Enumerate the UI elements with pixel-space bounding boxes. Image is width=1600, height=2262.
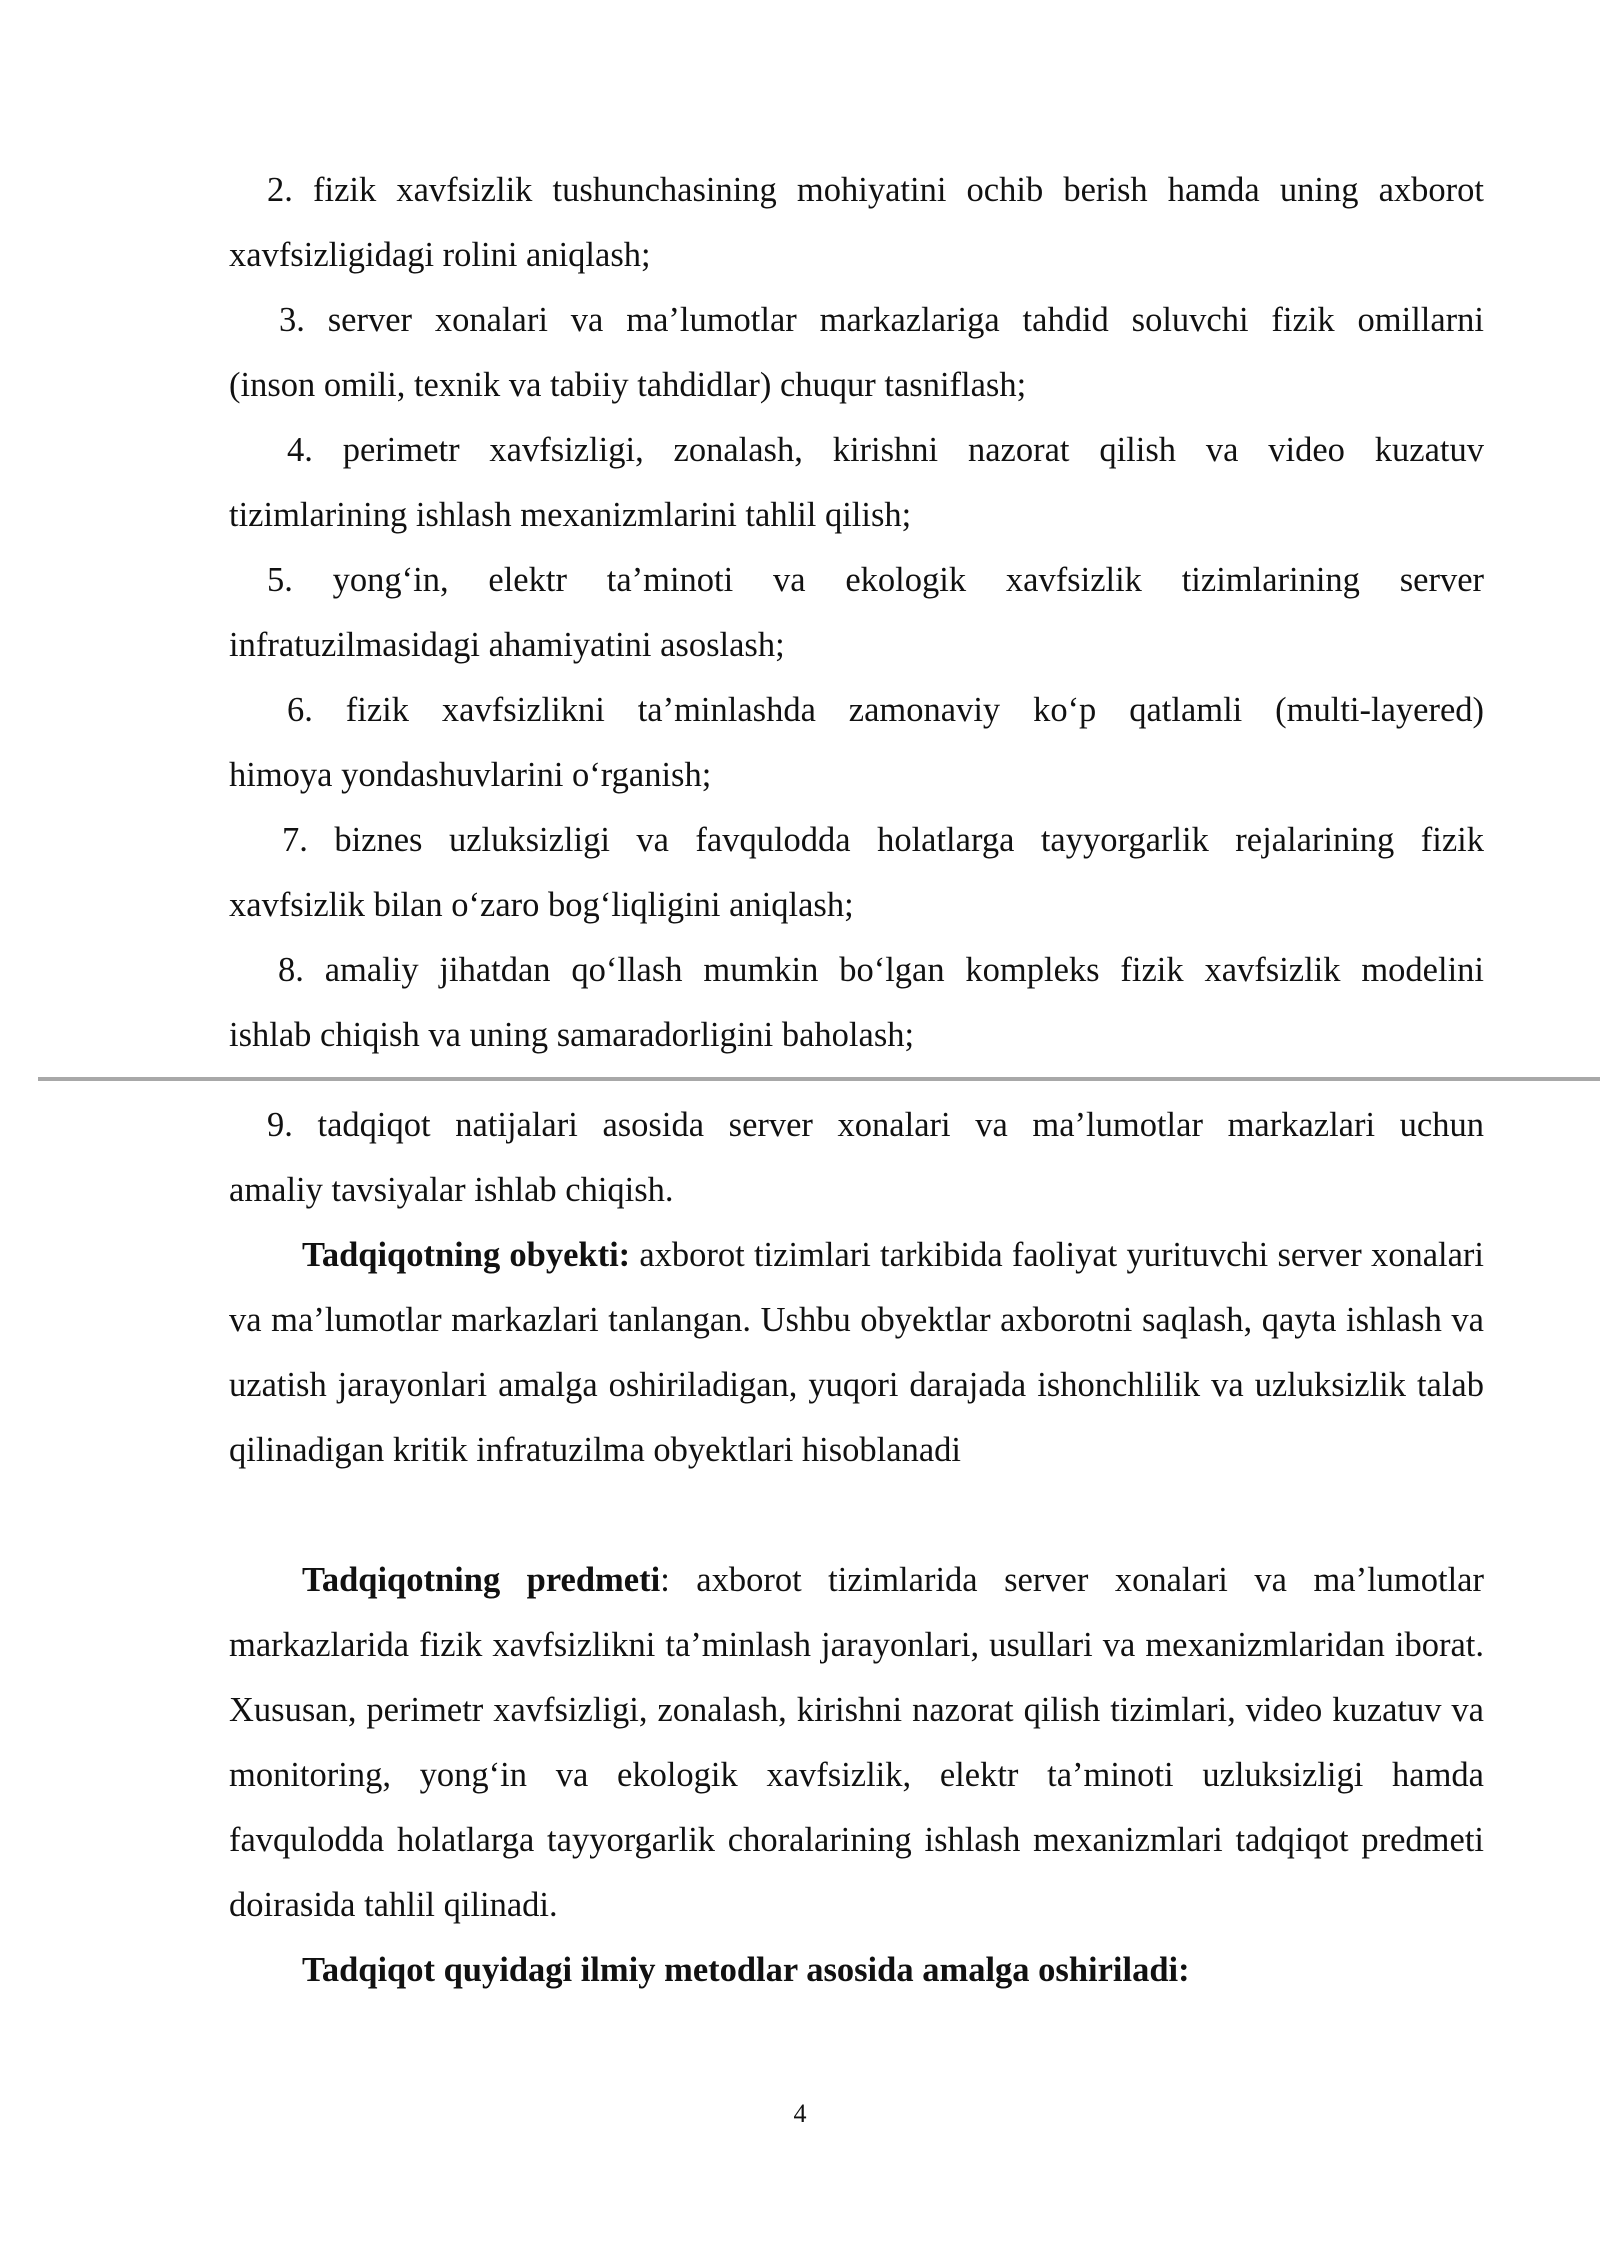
list-item-5	[229, 548, 1484, 678]
research-object-paragraph	[229, 1223, 1484, 1483]
list-item-first-line: 3. server xonalari va ma’lumotlar markazlariga tahdid soluvchi fizik omillarni	[279, 301, 1484, 339]
research-subject-paragraph	[229, 1548, 1484, 1938]
list-item-2	[229, 158, 1484, 288]
list-item-continuation: xavfsizligidagi rolini aniqlash;	[229, 236, 651, 274]
list-item-6	[229, 678, 1484, 808]
research-object-text: axborot tizimlari tarkibida faoliyat yurituvchi server xonalari va ma’lumotlar markazlari tanlangan. Ushbu obyektlar axborotni saqlash, qayta ishlash va uzatish jarayonlari amalga oshiriladigan, yuqori darajada ishonchlilik va uzluksizlik talab qilinadigan kritik infratuzilma obyektlari hisoblanadi	[229, 1236, 1484, 1469]
list-item-first-line: 2. fizik xavfsizlik tushunchasining mohiyatini ochib berish hamda uning axborot	[267, 171, 1484, 209]
research-subject-text: : axborot tizimlarida server xonalari va ma’lumotlar markazlarida fizik xavfsizlikni ta’minlash jarayonlari, usullari va mexanizmlaridan iborat. Xususan, perimetr xavfsizligi, zonalash, kirishni nazorat qilish tizimlari, video kuzatuv va monitoring, yong‘in va ekologik xavfsizlik, elektr ta’minoti uzluksizligi hamda favqulodda holatlarga tayyorgarlik choralarining ishlash mexanizmlari tadqiqot predmeti doirasida tahlil qilinadi.	[229, 1561, 1484, 1924]
list-item-7	[229, 808, 1484, 938]
list-item-first-line: 6. fizik xavfsizlikni ta’minlashda zamonaviy ko‘p qatlamli (multi-layered)	[287, 691, 1484, 729]
list-item-first-line: 4. perimetr xavfsizligi, zonalash, kirishni nazorat qilish va video kuzatuv	[287, 431, 1484, 469]
list-item-first-line: 7. biznes uzluksizligi va favqulodda holatlarga tayyorgarlik rejalarining fizik	[282, 821, 1484, 859]
list-item-9	[229, 1093, 1484, 1223]
list-item-3	[229, 288, 1484, 418]
list-item-continuation: tizimlarining ishlash mexanizmlarini tahlil qilish;	[229, 496, 912, 534]
research-subject-heading: Tadqiqotning predmeti	[302, 1561, 661, 1599]
research-object-heading: Tadqiqotning obyekti:	[302, 1236, 631, 1274]
list-item-first-line: 9. tadqiqot natijalari asosida server xonalari va ma’lumotlar markazlari uchun	[267, 1106, 1484, 1144]
list-item-continuation: xavfsizlik bilan o‘zaro bog‘liqligini aniqlash;	[229, 886, 854, 924]
page-number: 4	[793, 2099, 807, 2128]
list-item-continuation: amaliy tavsiyalar ishlab chiqish.	[229, 1171, 674, 1209]
methods-heading: Tadqiqot quyidagi ilmiy metodlar asosida amalga oshiriladi:	[302, 1951, 1190, 1989]
list-item-4	[229, 418, 1484, 548]
list-item-continuation: infratuzilmasidagi ahamiyatini asoslash;	[229, 626, 785, 664]
list-item-continuation: himoya yondashuvlarini o‘rganish;	[229, 756, 712, 794]
list-item-continuation: (inson omili, texnik va tabiiy tahdidlar) chuqur tasniflash;	[229, 366, 1027, 404]
list-item-8	[229, 938, 1484, 1068]
list-item-continuation: ishlab chiqish va uning samaradorligini baholash;	[229, 1016, 915, 1054]
list-item-first-line: 5. yong‘in, elektr ta’minoti va ekologik xavfsizlik tizimlarining server	[267, 561, 1484, 599]
page-break-divider	[38, 1077, 1600, 1081]
list-item-first-line: 8. amaliy jihatdan qo‘llash mumkin bo‘lgan kompleks fizik xavfsizlik modelini	[278, 951, 1484, 989]
